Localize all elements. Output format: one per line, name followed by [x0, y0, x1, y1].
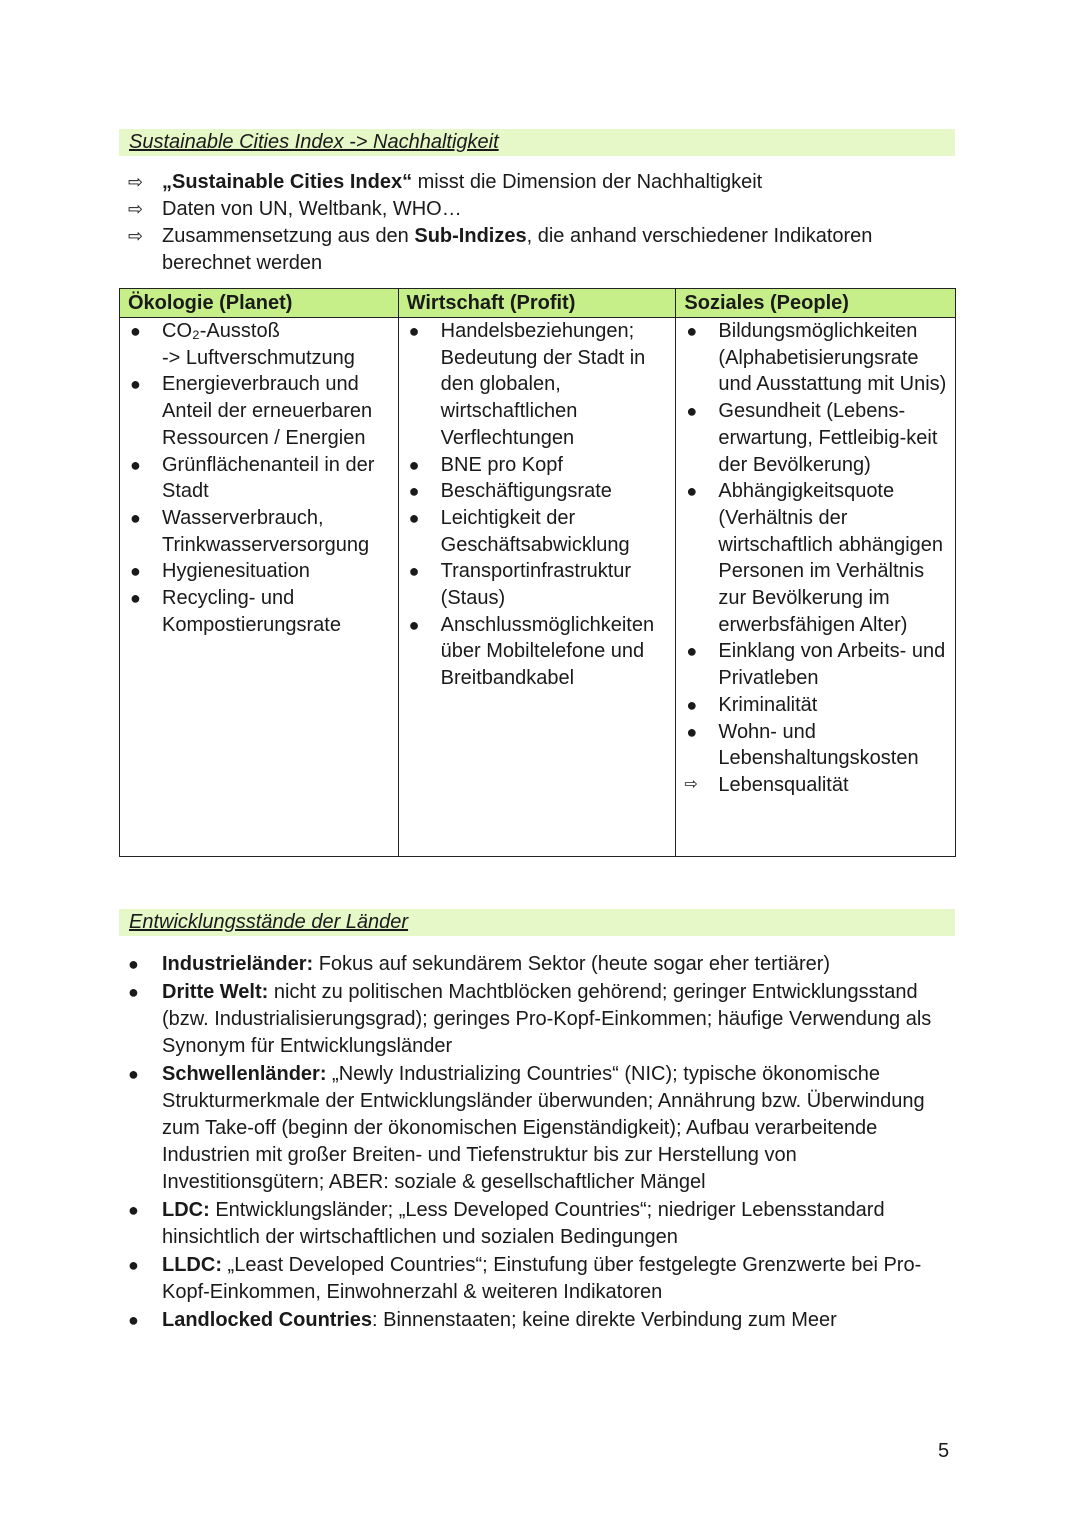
- bullet-icon: ●: [686, 721, 698, 742]
- bullet-icon: ●: [130, 454, 141, 475]
- development-term: Dritte Welt:: [162, 981, 269, 1003]
- intro-arrow-list: [128, 169, 928, 277]
- table-item-text: Wohn- und Lebenshaltungskosten: [718, 720, 919, 770]
- table-item-text: Anschlussmöglichkeiten über Mobiltelefone und Breitbandkabel: [440, 613, 655, 690]
- table-list-item: [399, 612, 676, 692]
- bullet-icon: ●: [408, 454, 420, 475]
- table-list-item: [120, 371, 398, 451]
- development-item: [128, 1307, 958, 1334]
- table-item-text: Wasserverbrauch, Trinkwasserversorgung: [162, 506, 370, 556]
- table-list-item: [120, 505, 398, 558]
- table-list-item: [120, 452, 398, 505]
- arrow-icon: ⇨: [684, 775, 698, 793]
- development-description: nicht zu politischen Machtblöcken gehörend; geringer Entwicklungsstand (bzw. Industrialisierungsgrad); geringes Pro-Kopf-Einkommen; häufige Verwendung als Synonym für Entwicklungsländer: [162, 981, 932, 1057]
- table-list-item: [120, 318, 398, 371]
- development-item: [128, 1252, 958, 1306]
- development-description: Fokus auf sekundärem Sektor (heute sogar eher tertiärer): [313, 953, 831, 975]
- development-description: „Least Developed Countries“; Einstufung über festgelegte Grenzwerte bei Pro-Kopf-Einkommen, Einwohnerzahl & weiteren Indikatoren: [162, 1254, 922, 1303]
- table-item-text: Hygienesituation: [162, 560, 310, 583]
- table-item-text: Gesundheit (Lebens-erwartung, Fettleibig-keit der Bevölkerung): [718, 400, 938, 476]
- table-cell-soziales: [676, 318, 956, 857]
- bullet-icon: ●: [130, 321, 141, 341]
- table-list-item: [399, 478, 676, 505]
- sub-index-table: [119, 288, 956, 857]
- table-list-item: [676, 398, 955, 478]
- table-item-text: Grünflächenanteil in der Stadt: [162, 453, 375, 503]
- intro-item: [128, 196, 928, 223]
- table-list-item: [676, 772, 955, 799]
- bullet-icon: ●: [128, 982, 139, 1002]
- intro-text: „Sustainable Cities Index“: [162, 171, 413, 193]
- table-header-row: [120, 289, 956, 318]
- table-list-item: [399, 318, 676, 452]
- table-item-text: Beschäftigungsrate: [440, 480, 612, 503]
- bullet-icon: ●: [686, 641, 698, 662]
- bullet-icon: ●: [686, 401, 698, 422]
- table-cell-oekologie: [120, 318, 399, 857]
- development-term: Landlocked Countries: [162, 1309, 373, 1331]
- table-list-item: [676, 638, 955, 691]
- table-list-item: [399, 452, 676, 479]
- table-item-text: Einklang von Arbeits- und Privatleben: [718, 640, 946, 690]
- arrow-icon: ⇨: [128, 226, 144, 246]
- intro-item: [128, 169, 928, 196]
- development-term: LLDC:: [162, 1254, 222, 1276]
- table-item-text: Bildungsmöglichkeiten (Alphabetisierungsrate und Ausstattung mit Unis): [718, 320, 947, 396]
- table-body-row: [120, 318, 956, 857]
- intro-text: Sub-Indizes: [414, 225, 527, 247]
- development-item: [128, 1197, 958, 1251]
- table-cell-wirtschaft: [398, 318, 676, 857]
- bullet-icon: ●: [128, 954, 139, 974]
- bullet-icon: ●: [408, 481, 420, 502]
- table-item-text: Handelsbeziehungen; Bedeutung der Stadt in den globalen, wirtschaftlichen Verflechtungen: [440, 320, 646, 449]
- table-item-text: Recycling- und Kompostierungsrate: [162, 587, 341, 636]
- table-list-item: [120, 585, 398, 638]
- table-item-text: Leichtigkeit der Geschäftsabwicklung: [440, 506, 630, 556]
- bullet-icon: ●: [686, 481, 698, 502]
- page-number: 5: [938, 1440, 950, 1462]
- bullet-icon: ●: [128, 1200, 139, 1220]
- development-term: LDC:: [162, 1199, 210, 1221]
- bullet-icon: ●: [408, 507, 420, 528]
- table-item-text: CO₂-Ausstoß -> Luftverschmutzung: [162, 320, 355, 369]
- section-heading-sustainable-cities: [119, 129, 955, 156]
- development-description: „Newly Industrializing Countries“ (NIC); typische ökonomische Strukturmerkmale der Entwicklungsländer überwunden; Annährung bzw. Überwindung zum Take-off (beginn der ökonomischen Eigenständigkeit); Aufbau verarbeitende Industrien mit großer Breiten- und Tiefenstruktur bis zur Herstellung von Investitionsgütern; ABER: soziale & gesellschaftlicher Mängel: [162, 1063, 925, 1193]
- intro-text: misst die Dimension der Nachhaltigkeit: [412, 171, 763, 193]
- bullet-icon: ●: [128, 1310, 139, 1330]
- intro-text: Zusammensetzung aus den: [162, 225, 415, 247]
- table-header-oekologie: Ökologie (Planet): [120, 289, 399, 318]
- table-list-item: [120, 558, 398, 585]
- table-item-text: Energieverbrauch und Anteil der erneuerbaren Ressourcen / Energien: [162, 373, 373, 449]
- intro-text: Daten von UN, Weltbank, WHO…: [162, 198, 462, 220]
- section-heading-text: Sustainable Cities Index -> Nachhaltigkeit: [129, 131, 499, 153]
- development-list: [128, 951, 958, 1335]
- bullet-icon: ●: [130, 588, 141, 609]
- bullet-icon: ●: [408, 321, 420, 341]
- table-item-text: BNE pro Kopf: [440, 453, 563, 476]
- table-list-item: [676, 692, 955, 719]
- bullet-icon: ●: [686, 321, 698, 341]
- bullet-icon: ●: [408, 561, 420, 582]
- section-heading-entwicklungsstaende: [119, 909, 955, 936]
- bullet-icon: ●: [408, 614, 420, 635]
- intro-text: , die anhand verschiedener Indikatoren berechnet werden: [162, 225, 873, 274]
- table-list-item: [676, 318, 955, 398]
- bullet-icon: ●: [130, 561, 141, 582]
- arrow-icon: ⇨: [128, 172, 144, 192]
- development-description: : Binnenstaaten; keine direkte Verbindung zum Meer: [372, 1309, 837, 1331]
- bullet-icon: ●: [128, 1255, 139, 1275]
- table-item-text: Kriminalität: [718, 693, 818, 716]
- development-item: [128, 979, 958, 1060]
- table-header-soziales: Soziales (People): [676, 289, 956, 318]
- development-description: Entwicklungsländer; „Less Developed Countries“; niedriger Lebensstandard hinsichtlich der wirtschaftlichen und sozialen Bedingungen: [162, 1199, 885, 1248]
- arrow-icon: ⇨: [128, 199, 144, 219]
- development-item: [128, 1061, 958, 1196]
- section-heading-text: Entwicklungsstände der Länder: [129, 911, 409, 933]
- bullet-icon: ●: [128, 1064, 139, 1084]
- table-item-text: Lebensqualität: [718, 773, 849, 796]
- table-item-text: Abhängigkeitsquote (Verhältnis der wirtschaftlich abhängigen Personen im Verhältnis zur Bevölkerung im erwerbsfähigen Alter): [718, 480, 944, 636]
- table-header-wirtschaft: Wirtschaft (Profit): [398, 289, 676, 318]
- table-list-item: [676, 719, 955, 772]
- table-list-item: [399, 505, 676, 558]
- development-term: Industrieländer:: [162, 953, 314, 975]
- bullet-icon: ●: [130, 374, 141, 395]
- intro-item: [128, 223, 928, 277]
- table-item-text: Transportinfrastruktur (Staus): [440, 560, 632, 610]
- development-term: Schwellenländer:: [162, 1063, 327, 1085]
- table-list-item: [399, 558, 676, 611]
- table-list-item: [676, 478, 955, 638]
- bullet-icon: ●: [130, 507, 141, 528]
- development-item: [128, 951, 958, 978]
- bullet-icon: ●: [686, 694, 698, 715]
